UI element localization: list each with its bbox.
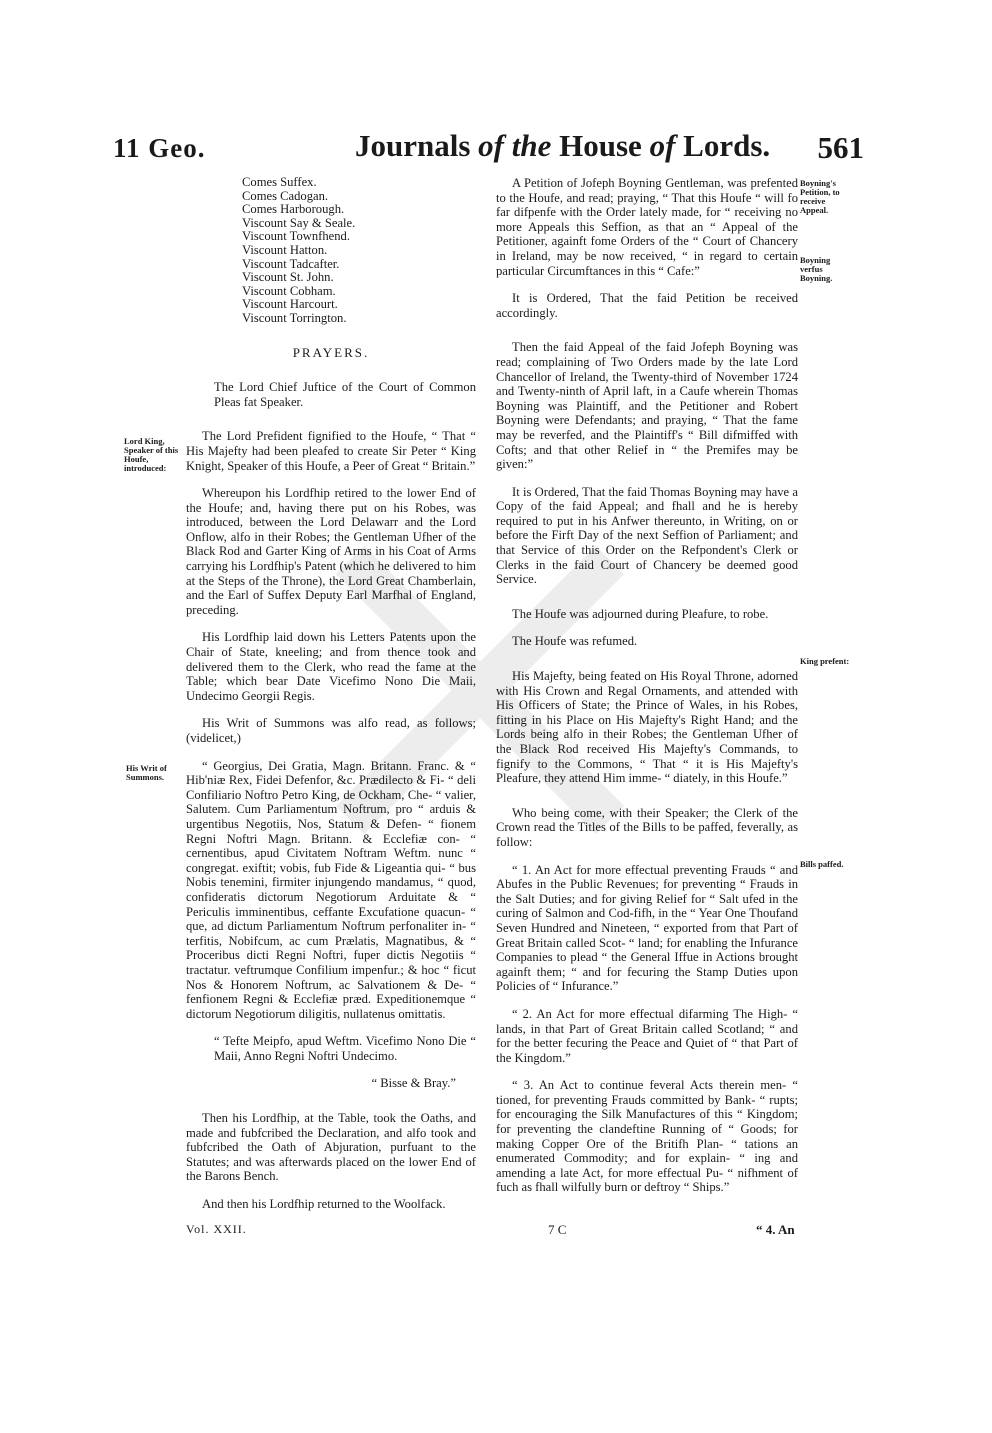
running-head-title <box>355 128 770 164</box>
paragraph: Then the faid Appeal of the faid Jofeph Boyning was read; complaining of Two Orders made by the late Lord Chancellor of Ireland, the Twenty-third of November 1724 and Twenty-ninth of April laft, in a Caufe wherein Thomas Boyning was Plaintiff, and the Petitioner and Robert Boyning were Defendants; and praying, “ That the fame may be reverfed, and the Plaintiff's “ Bill difmiffed with Cofts; and that other Relief in “ the Premifes may be given:” <box>496 340 798 472</box>
paragraph: Who being come, with their Speaker; the Clerk of the Crown read the Titles of the Bills to be paffed, feverally, as follow: <box>496 805 798 849</box>
margin-note-bills-passed: Bills paffed. <box>800 859 844 869</box>
margin-note-king-present: King prefent: <box>800 656 850 666</box>
bill-entry: “ 2. An Act for more effectual difarming The High- “ lands, in that Part of Great Britain called Scotland; “ and for the better fecuring the Peace and Quiet of “ that Part of the Kingdom.” <box>496 1006 798 1065</box>
title-part: Journals <box>355 128 479 163</box>
peer-entry: Comes Suffex. <box>242 175 317 189</box>
paragraph: A Petition of Jofeph Boyning Gentleman, was prefented to the Houfe, and read; praying, “ That this Houfe “ will fo far difpenfe with the Order lately made, for “ receiving no more Appeals this Seffion, as that an “ Appeal of the Petitioner, againft fome Orders of the “ Court of Chancery in Ireland, may be now received, “ in regard to certain particular Circumftances in this “ Cafe:” <box>496 176 798 278</box>
bill-entry: “ 3. An Act to continue feveral Acts therein men- “ tioned, for preventing Frauds committed by Bank- “ rupts; for encouraging the Silk Manufactures of this “ Kingdom; for preventing the clandeftine Running of “ Goods; for making Copper Ore of the Britifh Plan- “ tations an enumerated Commodity; and for explain- “ ing and amending a late Act, for more effectual Pu- “ nifhment of fuch as fhall wilfully burn or deftroy “ Ships.” <box>496 1078 798 1195</box>
paragraph: His Majefty, being feated on His Royal Throne, adorned with His Crown and Regal Ornaments, and attended with His Officers of State; the Prince of Wales, in his Robes, fitting in his Place on His Majefty's Right Hand; and the Lords being alfo in their Robes; the Gentleman Ufher of the Black Rod received His Majefty's Commands, to fignify to the Commons, “ That “ it is His Majefty's Pleafure, they attend Him imme- “ diately, in this Houfe.” <box>496 669 798 786</box>
margin-note-boyning-versus: Boyning verfus Boyning. <box>800 255 833 283</box>
paragraph: The Houfe was refumed. <box>512 634 638 649</box>
paragraph: And then his Lordfhip returned to the Woolfack. <box>202 1197 446 1212</box>
writ-signature: “ Bisse & Bray.” <box>371 1076 456 1091</box>
peer-entry: Viscount Torrington. <box>242 310 347 325</box>
catchword: “ 4. An <box>756 1222 795 1237</box>
title-part: Lords. <box>683 128 771 163</box>
peer-entry: Viscount Hatton. <box>242 242 328 257</box>
margin-note-lord-king: Lord King, Speaker of this Houfe, introduced: <box>124 436 179 473</box>
left-column <box>186 176 476 1212</box>
signature-mark: 7 C <box>548 1222 567 1237</box>
paragraph: Whereupon his Lordfhip retired to the lower End of the Houfe; and, having there put on his Robes, was introduced, between the Lord Delawarr and the Lord Onflow, alfo in their Robes; the Gentleman Ufher of the Black Rod and Garter King of Arms in his Coat of Arms carrying his Lordfhip's Patent (which he delivered to him at the Steps of the Throne), the Lord Great Chamberlain, and the Earl of Suffex Deputy Earl Marfhal of England, preceding. <box>186 486 476 617</box>
prayers-heading: PRAYERS. <box>292 344 370 360</box>
margin-note-writ: His Writ of Summons. <box>126 763 167 782</box>
writ-teste: “ Tefte Meipfo, apud Weftm. Vicefimo Nono Die “ Maii, Anno Regni Noftri Undecimo. <box>214 1034 476 1063</box>
peer-entry: Viscount St. John. <box>242 270 334 285</box>
paragraph: His Lordfhip laid down his Letters Patents upon the Chair of State, kneeling; and from thence took and delivered them to the Clerk, who read the fame at the Table; which bear Date Vicefimo Nono Die Maii, Undecimo Georgii Regis. <box>186 630 476 703</box>
peer-entry: Viscount Say & Seale. <box>242 215 356 230</box>
speaker-note: The Lord Chief Juftice of the Court of Common Pleas fat Speaker. <box>214 380 476 409</box>
peers-list <box>186 176 476 326</box>
paragraph: The Houfe was adjourned during Pleafure, to robe. <box>512 606 769 621</box>
paragraph: His Writ of Summons was alfo read, as follows; (videlicet,) <box>186 716 476 745</box>
right-column <box>496 176 798 1195</box>
writ-text: “ Georgius, Dei Gratia, Magn. Britann. Franc. & “ Hib'niæ Rex, Fidei Defenfor, &c. Prædilecto & Fi- “ deli Confiliario Noftro Petro King, de Ockham, Che- “ valier, Salutem. Cum Parliamentum Noftrum, pro “ arduis & urgentibus Negotiis, Nos, Statum & Defen- “ fionem Regni Noftri Magn. Britann. & Ecclefiæ con- “ cernentibus, apud Civitatem Noftram Weftm. nunc “ congregat. exiftit; vobis, fub Fide & Ligeantia qui- “ bus Nobis tenemini, firmiter injungendo mandamus, “ quod, confideratis dictorum Negotiorum Arduitate & “ Periculis imminentibus, ceffante Excufatione quacun- “ que, ad dictum Parliamentum Noftrum perfonaliter in- “ terfitis, Nobifcum, ac cum Prælatis, Magnatibus, & “ Proceribus dicti Regni Noftri, fuper dictis Negotiis “ tractatur. veftrumque Confilium impenfur.; & hoc “ ficut Nos & Honorem Noftrum, ac Salvationem & De- “ fenfionem Regni & Ecclefiæ præd. Expeditionemque “ dictorum Negotiorum diligitis, nullatenus omittatis. <box>186 758 476 1021</box>
title-part: House <box>559 128 642 163</box>
title-part: of <box>478 128 504 163</box>
peer-entry: Comes Cadogan. <box>242 188 329 203</box>
peer-entry: Viscount Cobham. <box>242 283 336 298</box>
peer-entry: Comes Harborough. <box>242 202 345 217</box>
volume-label: Vol. XXII. <box>186 1222 247 1236</box>
peer-entry: Viscount Townfhend. <box>242 229 350 244</box>
page-number: 561 <box>817 130 864 165</box>
bill-entry: “ 1. An Act for more effectual preventing Frauds “ and Abufes in the Public Revenues; for preventing “ Frauds in the Salt Duties; and for giving Relief for “ Salt ufed in the curing of Salmon and Cod-fifh, in the “ Year One Thoufand Seven Hundred and Nineteen, “ exported from that Part of Great Britain called Scot- “ land; for enabling the Infurance Companies to plead “ the General Iffue in Actions brought againft them; “ and for fecuring the Stamp Duties upon Policies of “ Infurance.” <box>496 862 798 994</box>
paragraph: The Lord Prefident fignified to the Houfe, “ That “ His Majefty had been pleafed to create Sir Peter “ King Knight, Speaker of this Houfe, a Peer of Great “ Britain.” <box>186 429 476 473</box>
peer-entry: Viscount Harcourt. <box>242 297 338 312</box>
margin-note-boyning-petition: Boyning's Petition, to receive Appeal. <box>800 178 840 215</box>
running-head-left: 11 Geo. <box>113 133 206 163</box>
order: It is Ordered, That the faid Thomas Boyning may have a Copy of the faid Appeal; and fhall and he is hereby required to put in his Anfwer thereunto, in Writing, on or before the Firft Day of the next Seffion of Parliament; and that Service of this Order on the Refpondent's Clerk or Clerks in the faid Court of Chancery be deemed good Service. <box>496 484 798 587</box>
paragraph: Then his Lordfhip, at the Table, took the Oaths, and made and fubfcribed the Declaration, and alfo took and fubfcribed the Oath of Abjuration, purfuant to the Statutes; and was afterwards placed on the lower End of the Barons Bench. <box>186 1111 476 1184</box>
order: It is Ordered, That the faid Petition be received accordingly. <box>496 291 798 320</box>
title-part: of <box>641 128 684 163</box>
title-part: the <box>504 128 560 163</box>
peer-entry: Viscount Tadcafter. <box>242 256 340 271</box>
